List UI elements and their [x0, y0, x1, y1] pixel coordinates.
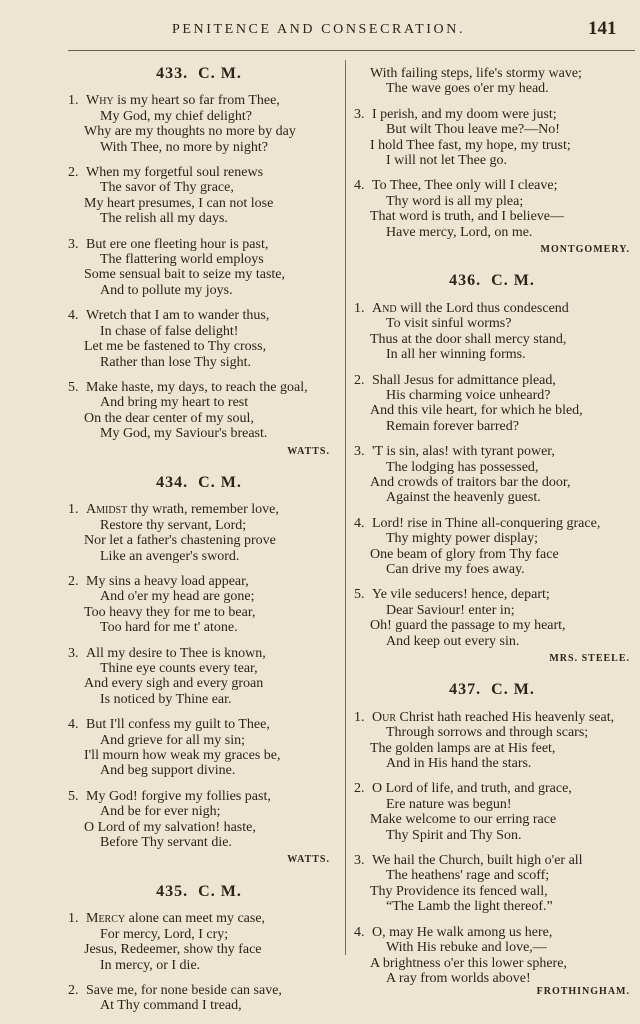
stanza — [68, 380, 330, 442]
stanza-number: 2. — [68, 982, 79, 998]
verse-line: To visit sinful worms? — [386, 316, 512, 332]
stanza — [68, 165, 330, 227]
verse-line: Thus at the door shall mercy stand, — [370, 331, 567, 347]
verse-line: A brightness o'er this lower sphere, — [370, 955, 567, 971]
hymn-author: FROTHINGHAM. — [536, 986, 630, 998]
verse-line: Rather than lose Thy sight. — [100, 354, 251, 370]
hymn-meter: C. M. — [491, 681, 535, 699]
verse-line: In mercy, or I die. — [100, 957, 201, 973]
verse-line: At Thy command I tread, — [100, 998, 242, 1014]
verse-line: In chase of false delight! — [100, 323, 239, 339]
verse-line: Why are my thoughts no more by day — [84, 124, 296, 140]
verse-line: O Lord of my salvation! haste, — [84, 819, 256, 835]
verse-line: The relish all my days. — [100, 211, 228, 227]
verse-line: To Thee, Thee only will I cleave; — [372, 178, 558, 194]
stanza-number: 4. — [354, 515, 365, 531]
verse-line: Ere nature was begun! — [386, 796, 512, 812]
stanza-number: 3. — [354, 444, 365, 460]
verse-line: But I'll confess my guilt to Thee, — [86, 717, 270, 733]
verse-line: Thy Spirit and Thy Son. — [386, 827, 522, 843]
stanza-number: 3. — [354, 106, 365, 122]
verse-line: And every sigh and every groan — [84, 676, 264, 692]
stanza — [354, 781, 630, 843]
verse-line: The flattering world employs — [100, 252, 264, 268]
stanza — [68, 911, 330, 973]
verse-line: A ray from worlds above! — [386, 970, 531, 986]
verse-line: Make haste, my days, to reach the goal, — [86, 379, 308, 395]
first-word: And — [372, 300, 397, 316]
verse-line: Thy Providence its fenced wall, — [370, 883, 548, 899]
stanza-number: 2. — [354, 781, 365, 797]
hymn-heading-435 — [68, 884, 330, 899]
stanza — [354, 444, 630, 506]
page-header — [0, 18, 640, 48]
verse-line: All my desire to Thee is known, — [86, 645, 266, 661]
stanza-number: 4. — [354, 924, 365, 940]
verse-line: Through sorrows and through scars; — [386, 725, 589, 741]
verse-line: The wave goes o'er my head. — [386, 81, 549, 97]
verse-line: And to pollute my joys. — [100, 282, 233, 298]
stanza — [68, 789, 330, 851]
stanza — [68, 502, 330, 564]
hymn-number: 433. — [156, 65, 189, 82]
verse-line: Make welcome to our erring race — [370, 812, 557, 828]
verse-line: Oh! guard the passage to my heart, — [370, 618, 566, 634]
verse-line: Wretch that I am to wander thus, — [86, 308, 270, 324]
verse-line: But ere one fleeting hour is past, — [86, 236, 269, 252]
header-rule — [68, 50, 635, 51]
verse-line: Before Thy servant die. — [100, 835, 232, 851]
verse-line: Thine eye counts every tear, — [100, 661, 258, 676]
stanza — [68, 574, 330, 636]
verse-line: The savor of Thy grace, — [100, 180, 234, 196]
stanza — [68, 93, 330, 155]
verse-line: When my forgetful soul renews — [86, 165, 264, 181]
verse-line: Save me, for none beside can save, — [86, 982, 282, 998]
verse-line: “The Lamb the light thereof.” — [386, 899, 553, 915]
verse-line: alone can meet my case, — [125, 911, 266, 927]
stanza — [354, 107, 630, 169]
verse-line: With failing steps, life's stormy wave; — [370, 66, 582, 81]
stanza — [354, 587, 630, 649]
verse-line: Christ hath reached His heavenly seat, — [396, 709, 615, 725]
first-word: Why — [86, 93, 114, 109]
verse-line: The heathens' rage and scoff; — [386, 868, 550, 884]
hymn-author: WATTS. — [287, 445, 330, 457]
verse-line: My heart presumes, I can not lose — [84, 195, 274, 211]
stanza — [68, 983, 330, 1014]
verse-line: With His rebuke and love,— — [386, 940, 547, 956]
hymn-meter: C. M. — [198, 65, 242, 82]
verse-line: On the dear center of my soul, — [84, 410, 254, 426]
stanza-number: 1. — [68, 93, 79, 109]
verse-line: And be for ever nigh; — [100, 804, 221, 820]
verse-line: thy wrath, remember love, — [127, 502, 279, 518]
verse-line: And beg support divine. — [100, 763, 236, 779]
verse-line: I will not let Thee go. — [386, 153, 508, 169]
verse-line: I hold Thee fast, my hope, my trust; — [370, 137, 571, 153]
stanza — [68, 646, 330, 708]
stanza — [354, 516, 630, 578]
verse-line: And keep out every sin. — [386, 633, 520, 649]
first-word: Our — [372, 709, 397, 725]
verse-line: Against the heavenly guest. — [386, 490, 541, 506]
verse-line: O Lord of life, and truth, and grace, — [372, 781, 572, 797]
verse-line: Jesus, Redeemer, show thy face — [84, 942, 262, 958]
stanza — [354, 853, 630, 915]
page-number: 141 — [588, 18, 617, 39]
stanza-number: 2. — [68, 573, 79, 589]
verse-line: Too hard for me t' atone. — [100, 620, 238, 636]
verse-line: Ye vile seducers! hence, depart; — [372, 587, 550, 603]
stanza-number: 3. — [354, 853, 365, 869]
hymn-number: 436. — [449, 272, 482, 290]
verse-line: Shall Jesus for admittance plead, — [372, 372, 556, 388]
stanza — [68, 308, 330, 370]
stanza — [68, 237, 330, 299]
stanza-number: 2. — [68, 165, 79, 181]
stanza-number: 1. — [68, 911, 79, 927]
hymn-author: MONTGOMERY. — [540, 244, 630, 256]
verse-line: I perish, and my doom were just; — [372, 106, 557, 122]
verse-line: Is noticed by Thine ear. — [100, 691, 232, 707]
stanza-continued — [354, 66, 630, 97]
verse-line: My sins a heavy load appear, — [86, 573, 249, 589]
verse-line: Like an avenger's sword. — [100, 548, 240, 564]
verse-line: His charming voice unheard? — [386, 387, 551, 403]
stanza-number: 3. — [68, 236, 79, 252]
column-divider — [345, 60, 346, 955]
stanza-number: 5. — [354, 587, 365, 603]
stanza — [68, 717, 330, 779]
running-title: PENITENCE AND CONSECRATION. — [172, 22, 466, 37]
verse-line: We hail the Church, built high o'er all — [372, 853, 583, 869]
stanza-number: 5. — [68, 788, 79, 804]
verse-line: is my heart so far from Thee, — [113, 93, 280, 109]
verse-line: And o'er my head are gone; — [100, 589, 255, 605]
hymn-heading-436 — [354, 273, 630, 288]
verse-line: My God, my chief delight? — [100, 108, 253, 124]
verse-line: Nor let a father's chastening prove — [84, 533, 276, 549]
stanza-number: 2. — [354, 372, 365, 388]
verse-line: Can drive my foes away. — [386, 561, 525, 577]
hymn-author: WATTS. — [287, 854, 330, 866]
verse-line: My God, my Saviour's breast. — [100, 426, 268, 442]
verse-line: will the Lord thus condescend — [396, 300, 569, 316]
stanza-number: 4. — [354, 178, 365, 194]
verse-line: Have mercy, Lord, on me. — [386, 224, 533, 240]
verse-line: 'T is sin, alas! with tyrant power, — [372, 444, 555, 460]
left-column — [68, 66, 330, 1024]
hymn-number: 435. — [156, 882, 189, 900]
verse-line: Too heavy they for me to bear, — [84, 604, 256, 620]
verse-line: Let me be fastened to Thy cross, — [84, 339, 267, 355]
verse-line: And bring my heart to rest — [100, 395, 249, 411]
right-column — [354, 66, 630, 1016]
verse-line: The lodging has possessed, — [386, 459, 539, 475]
stanza-number: 1. — [354, 709, 365, 725]
first-word: Amidst — [86, 502, 128, 518]
verse-line: Lord! rise in Thine all-conquering grace, — [372, 515, 601, 531]
verse-line: And in His hand the stars. — [386, 756, 532, 772]
stanza — [354, 301, 630, 363]
verse-line: That word is truth, and I believe— — [370, 209, 565, 225]
first-word: Mercy — [86, 911, 126, 927]
verse-line: I'll mourn how weak my graces be, — [84, 748, 281, 764]
hymn-meter: C. M. — [198, 473, 242, 491]
hymn-number: 434. — [156, 473, 189, 491]
verse-line: But wilt Thou leave me?—No! — [386, 122, 560, 138]
hymn-heading-434 — [68, 475, 330, 490]
verse-line: Some sensual bait to seize my taste, — [84, 267, 286, 283]
verse-line: And crowds of traitors bar the door, — [370, 474, 571, 490]
hymn-meter: C. M. — [491, 272, 535, 290]
hymn-heading-433 — [68, 66, 330, 81]
hymn-number: 437. — [449, 681, 482, 699]
stanza-number: 4. — [68, 717, 79, 733]
stanza-number: 1. — [354, 300, 365, 316]
stanza-number: 4. — [68, 308, 79, 324]
hymn-heading-437 — [354, 682, 630, 697]
verse-line: Restore thy servant, Lord; — [100, 517, 247, 533]
stanza — [354, 710, 630, 772]
stanza — [354, 925, 630, 987]
verse-line: Thy word is all my plea; — [386, 193, 524, 209]
stanza — [354, 178, 630, 240]
verse-line: For mercy, Lord, I cry; — [100, 926, 229, 942]
verse-line: One beam of glory from Thy face — [370, 546, 559, 562]
verse-line: Thy mighty power display; — [386, 531, 539, 547]
stanza-number: 5. — [68, 379, 79, 395]
verse-line: And this vile heart, for which he bled, — [370, 403, 583, 419]
verse-line: And grieve for all my sin; — [100, 732, 246, 748]
stanza — [354, 373, 630, 435]
verse-line: O, may He walk among us here, — [372, 924, 553, 940]
verse-line: With Thee, no more by night? — [100, 139, 268, 155]
verse-line: My God! forgive my follies past, — [86, 788, 271, 804]
stanza-number: 3. — [68, 645, 79, 661]
verse-line: In all her winning forms. — [386, 347, 526, 363]
verse-line: Dear Saviour! enter in; — [386, 602, 515, 618]
hymn-author: MRS. STEELE. — [549, 653, 630, 664]
stanza-number: 1. — [68, 502, 79, 518]
verse-line: Remain forever barred? — [386, 418, 519, 434]
verse-line: The golden lamps are at His feet, — [370, 740, 556, 756]
hymn-meter: C. M. — [198, 882, 242, 900]
